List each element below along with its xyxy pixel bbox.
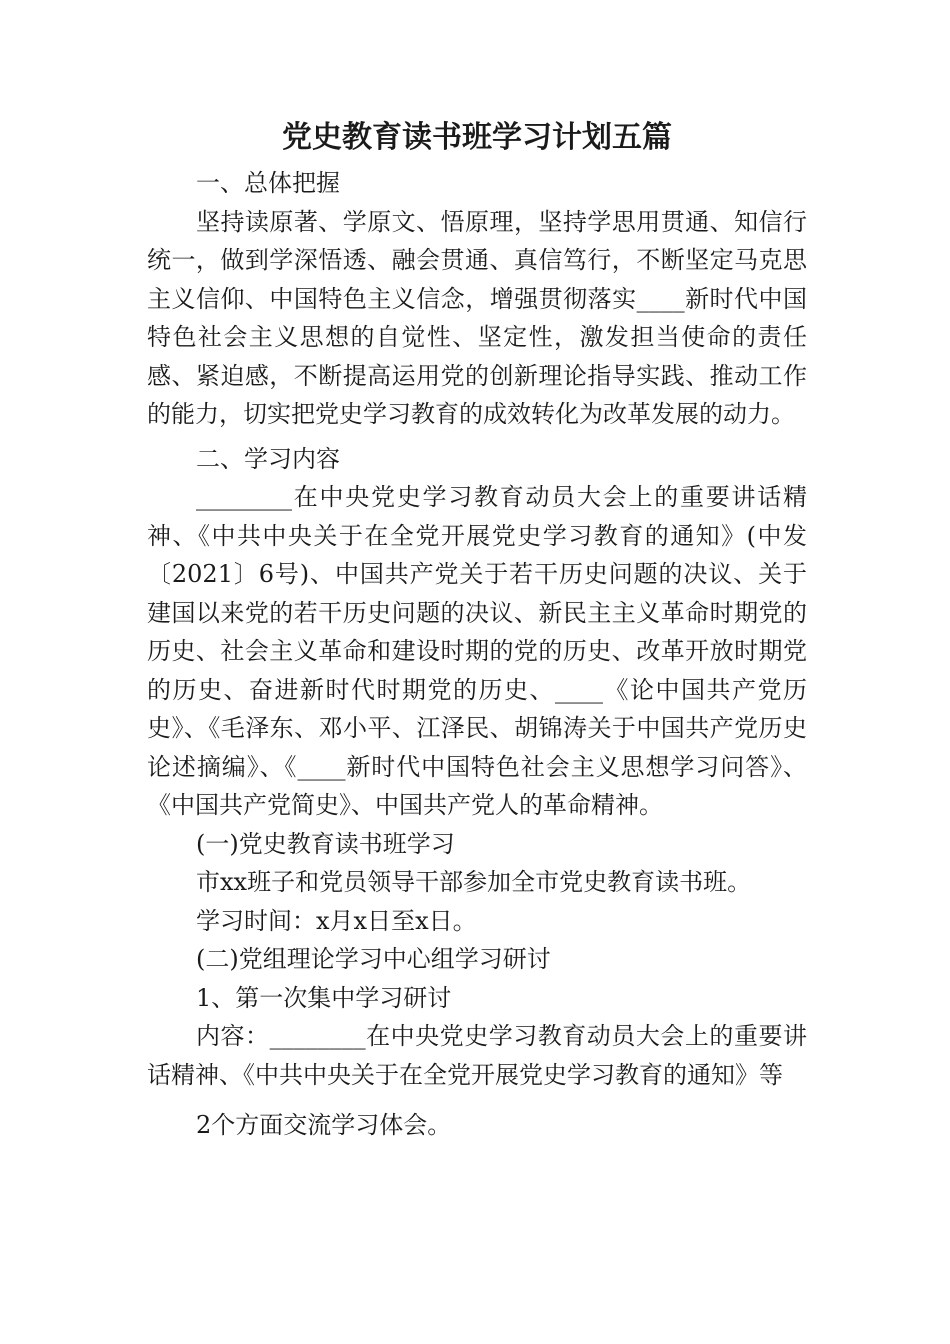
item-heading-first-session: 1、第一次集中学习研讨 (196, 983, 452, 1012)
paragraph-first-session-content: 内容：________在中央党史学习教育动员大会上的重要讲话精神、《中共中央关于在全党开展党史学习教育的通知》等 (147, 1022, 807, 1089)
section-heading-content: 二、学习内容 (196, 444, 340, 473)
paragraph-reading-class: 市xx班子和党员领导干部参加全市党史教育读书班。 (196, 868, 752, 896)
paragraph-content-body: ________在中央党史学习教育动员大会上的重要讲话精神、《中共中央关于在全党开展党史学习教育的通知》(中发〔2021〕6号)、中国共产党关于若干历史问题的决议、关于建国以来党的若干历史问题的决议、新民主主义革命时期党的历史、社会主义革命和建设时期的党的历史、改革开放时期党的历史、奋进新时代时期党的历史、____《论中国共产党历史》、《毛泽东、邓小平、江泽民、胡锦涛关于中国共产党历史论述摘编》、《____新时代中国特色社会主义思想学习问答》、《中国共产党简史》、中国共产党人的革命精神。 (147, 483, 807, 819)
document-page (147, 112, 807, 1145)
paragraph-exchange: 2个方面交流学习体会。 (196, 1111, 452, 1139)
subsection-heading-study-group: (二)党组理论学习中心组学习研讨 (196, 945, 551, 973)
paragraph-study-time: 学习时间：x月x日至x日。 (196, 906, 477, 935)
section-heading-overall: 一、总体把握 (196, 169, 340, 197)
document-title: 党史教育读书班学习计划五篇 (282, 120, 672, 155)
paragraph-overall-body: 坚持读原著、学原文、悟原理，坚持学思用贯通、知信行统一，做到学深悟透、融会贯通、真信笃行，不断坚定马克思主义信仰、中国特色主义信念，增强贯彻落实____新时代中国特色社会主义思想的自觉性、坚定性，激发担当使命的责任感、紧迫感，不断提高运用党的创新理论指导实践、推动工作的能力，切实把党史学习教育的成效转化为改革发展的动力。 (147, 207, 807, 428)
subsection-heading-reading-class: (一)党史教育读书班学习 (196, 829, 455, 858)
